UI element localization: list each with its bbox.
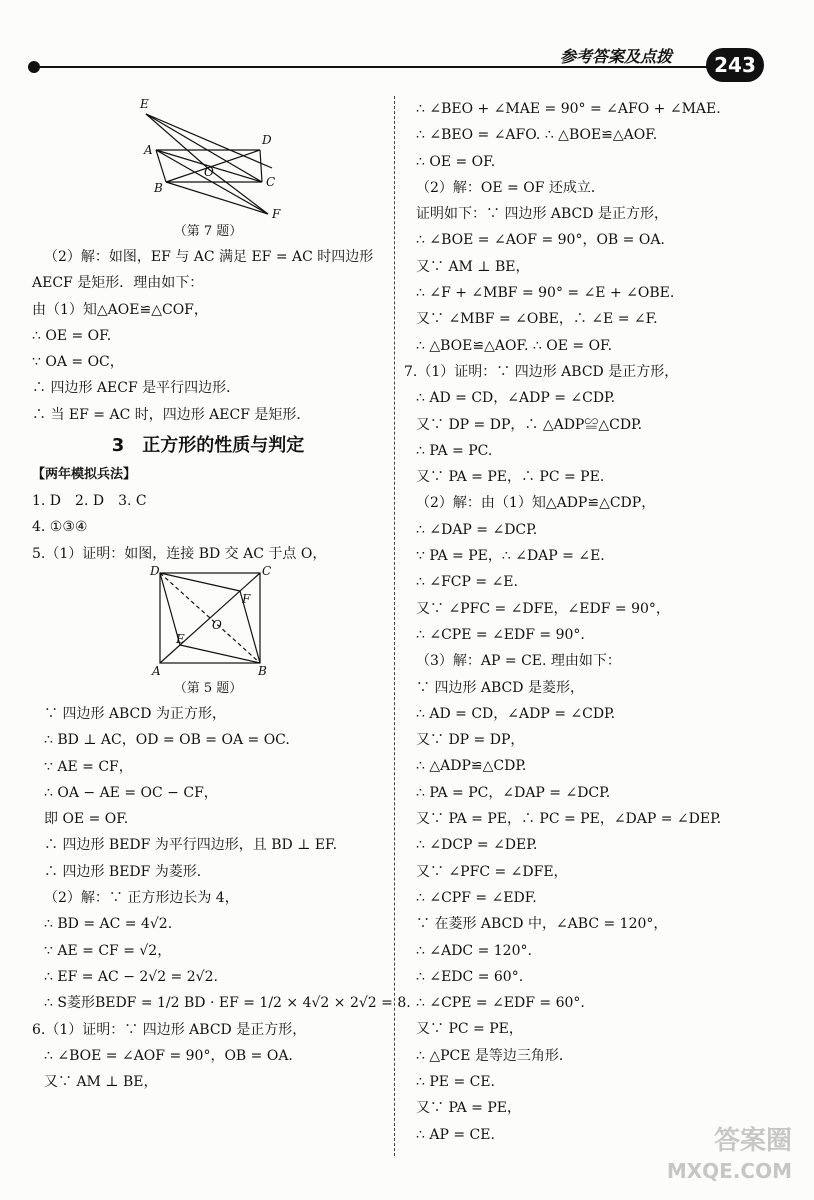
header-title: 参考答案及点拨	[560, 47, 673, 66]
fig7-label-O: O	[204, 165, 214, 179]
solution-line: ∴ AD = CD，∠ADP = ∠CDP.	[416, 705, 616, 722]
fig5-label-B: B	[258, 663, 267, 678]
fig7-caption: （第 7 题）	[173, 224, 243, 239]
solution-line: ∴ ∠BOE = ∠AOF = 90°，OB = OA.	[416, 232, 665, 249]
fig7-label-E: E	[140, 97, 149, 111]
fig7-line-DC	[260, 150, 262, 182]
watermark	[667, 1126, 792, 1186]
fig5-label-D: D	[150, 563, 160, 578]
solution-line: ∴ AP = CE.	[416, 1126, 495, 1143]
solution-line: ∴ ∠CPE = ∠EDF = 60°.	[416, 995, 585, 1012]
fig7-line-EO	[146, 114, 210, 170]
solution-line: 又∵ PA = PE，∴ PC = PE.	[416, 469, 605, 486]
solution-line: ∵ 四边形 ABCD 是菱形，	[416, 679, 584, 696]
solution-line: 又∵ PA = PE，	[416, 1100, 521, 1117]
fig7-label-C: C	[266, 175, 276, 189]
fig5-label-E: E	[176, 631, 185, 646]
q5-line: ∴ BD = AC = 4√2.	[44, 916, 173, 933]
answer-line: 1. D 2. D 3. C	[32, 493, 147, 510]
solution-line: ∴ ∠FCP = ∠E.	[416, 574, 518, 591]
figure-question-5	[150, 563, 272, 678]
watermark-logo-text: 答案圈	[713, 1126, 792, 1156]
fig7-label-F: F	[272, 207, 281, 221]
solution-line: 又∵ ∠PFC = ∠DFE，	[416, 863, 568, 880]
solution-line: （2）解：由（1）知△ADP≌△CDP，	[416, 495, 656, 512]
q5-line: 即 OE = OF.	[44, 811, 129, 828]
q5-line: ∴ S菱形BEDF = 1/2 BD · EF = 1/2 × 4√2 × 2√2 = 8.	[44, 995, 411, 1012]
fig7-label-B: B	[154, 181, 163, 195]
solution-line: ∴ ∠BEO = ∠AFO. ∴ △BOE≌△AOF.	[416, 127, 658, 144]
q6-line: 又∵ AM ⊥ BE，	[44, 1074, 158, 1091]
q5-line: ∵ 四边形 ABCD 为正方形，	[44, 705, 226, 722]
q5-line: ∴ OA − AE = OC − CF，	[44, 784, 218, 801]
solution-line: ∴ ∠CPF = ∠EDF.	[416, 889, 537, 906]
solution-line: ∴ ∠BEO + ∠MAE = 90° = ∠AFO + ∠MAE.	[416, 101, 721, 117]
q6-line: 6.（1）证明：∵ 四边形 ABCD 是正方形，	[32, 1021, 307, 1038]
left-column	[32, 96, 411, 1095]
q5-line: ∴ BD ⊥ AC，OD = OB = OA = OC.	[44, 732, 290, 749]
solution-line: 又∵ PC = PE，	[416, 1021, 523, 1038]
fig7-label-D: D	[262, 133, 272, 147]
q7-line: ∴ 当 EF = AC 时，四边形 AECF 是矩形．	[32, 406, 311, 423]
fig5-label-C: C	[262, 563, 272, 578]
solution-line: 又∵ AM ⊥ BE，	[416, 258, 530, 275]
solution-line: 证明如下：∵ 四边形 ABCD 是正方形，	[416, 206, 668, 223]
q5-line: ∴ 四边形 BEDF 为平行四边形，且 BD ⊥ EF.	[44, 837, 338, 854]
figure-question-7	[132, 96, 292, 220]
q5-line: ∴ EF = AC − 2√2 = 2√2.	[44, 968, 218, 985]
solution-line: ∵ 在菱形 ABCD 中，∠ABC = 120°，	[416, 916, 668, 933]
solution-line: 又∵ PA = PE，∴ PC = PE，∠DAP = ∠DEP.	[416, 811, 722, 828]
q6-line: ∴ ∠BOE = ∠AOF = 90°，OB = OA.	[44, 1047, 293, 1064]
q5-line: （2）解：∵ 正方形边长为 4，	[44, 890, 239, 907]
q7-line: ∵ OA = OC，	[32, 354, 124, 371]
fig5-caption: （第 5 题）	[173, 680, 243, 696]
fig7-label-A: A	[144, 143, 153, 157]
fig5-label-F: F	[242, 591, 251, 606]
solution-line: ∴ ∠CPE = ∠EDF = 90°.	[416, 626, 585, 643]
q7-line: ∴ 四边形 AECF 是平行四边形．	[32, 380, 241, 397]
solution-line: ∴ PA = PC.	[416, 442, 493, 459]
solution-line: ∴ OE = OF.	[416, 153, 496, 170]
solution-line: ∴ △PCE 是等边三角形．	[416, 1047, 573, 1064]
q5-line: ∵ AE = CF = √2，	[44, 942, 172, 959]
q7-line: 由（1）知△AOE≌△COF，	[32, 301, 208, 318]
q5-line: ∴ 四边形 BEDF 为菱形．	[44, 863, 211, 880]
solution-line: ∴ ∠DCP = ∠DEP.	[416, 837, 538, 854]
solution-line: ∴ △ADP≌△CDP.	[416, 758, 527, 775]
fig7-line-OF	[210, 170, 268, 214]
right-column	[404, 96, 796, 1148]
page-number: 243	[706, 48, 764, 82]
solution-line: 又∵ ∠PFC = ∠DFE，∠EDF = 90°，	[416, 600, 670, 617]
fig7-line-ED	[146, 114, 272, 168]
solution-line: 又∵ ∠MBF = ∠OBE，∴ ∠E = ∠F.	[416, 311, 658, 328]
q7-line: （2）解：如图，EF 与 AC 满足 EF = AC 时四边形	[44, 249, 374, 265]
solution-line: ∴ ∠EDC = 60°.	[416, 968, 524, 985]
fig5-line-EB	[180, 645, 260, 663]
solution-line: ∴ PA = PC，∠DAP = ∠DCP.	[416, 784, 611, 801]
answer-line: 5.（1）证明：如图，连接 BD 交 AC 于点 O，	[32, 545, 327, 562]
fig5-line-DF	[160, 573, 240, 591]
solution-line: ∴ ∠DAP = ∠DCP.	[416, 521, 538, 538]
solution-line: 7.（1）证明：∵ 四边形 ABCD 是正方形，	[404, 363, 679, 380]
solution-line: ∵ PA = PE，∴ ∠DAP = ∠E.	[416, 548, 605, 565]
fig5-label-A: A	[152, 663, 161, 678]
solution-line: （3）解：AP = CE. 理由如下：	[416, 653, 621, 670]
solution-line: ∴ AD = CD，∠ADP = ∠CDP.	[416, 390, 616, 407]
watermark-url: MXQE.COM	[666, 1159, 792, 1183]
q7-line: AECF 是矩形．理由如下：	[32, 275, 204, 292]
answer-line: 4. ①③④	[32, 519, 88, 536]
solution-line: 又∵ DP = DP，∴ △ADP≌△CDP.	[416, 416, 643, 433]
fig7-line-BF	[166, 182, 268, 214]
solution-line: ∴ ∠F + ∠MBF = 90° = ∠E + ∠OBE.	[416, 285, 675, 302]
practice-tag: 【两年模拟兵法】	[32, 467, 137, 483]
solution-line: ∴ PE = CE.	[416, 1073, 496, 1090]
solution-line: ∴ △BOE≌△AOF. ∴ OE = OF.	[416, 337, 613, 354]
q5-line: ∵ AE = CF，	[44, 758, 133, 775]
solution-line: ∴ ∠ADC = 120°.	[416, 942, 532, 959]
solution-line: （2）解：OE = OF 还成立．	[416, 179, 605, 196]
section-title: 3 正方形的性质与判定	[111, 435, 305, 457]
solution-line: 又∵ DP = DP，	[416, 732, 525, 749]
fig5-label-O: O	[212, 617, 222, 632]
q7-line: ∴ OE = OF.	[32, 327, 112, 344]
